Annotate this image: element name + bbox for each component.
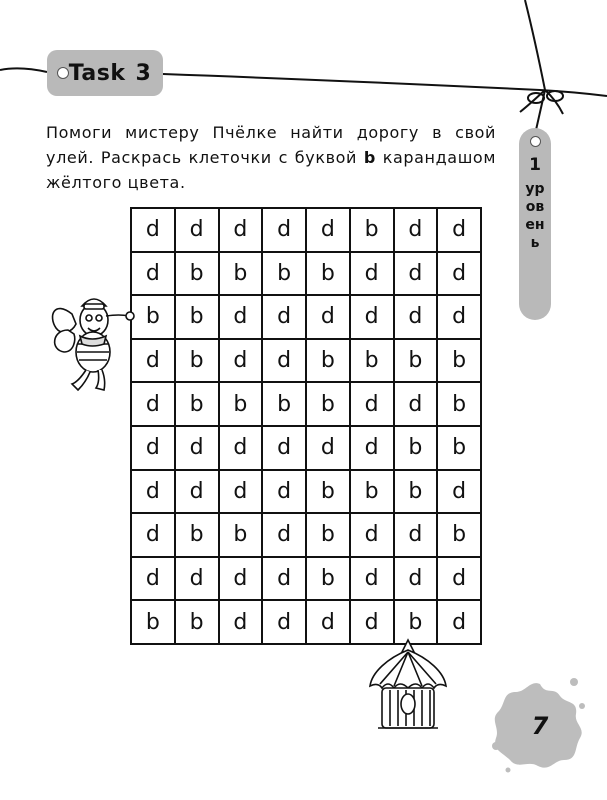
maze-cell[interactable]: d — [351, 558, 395, 602]
maze-cell[interactable]: b — [395, 601, 439, 645]
maze-cell[interactable]: d — [263, 601, 307, 645]
maze-cell[interactable]: b — [176, 514, 220, 558]
maze-cell[interactable]: d — [176, 209, 220, 253]
tag-hole — [57, 67, 69, 79]
maze-cell[interactable]: b — [132, 601, 176, 645]
maze-cell[interactable]: d — [307, 427, 351, 471]
maze-cell[interactable]: d — [395, 253, 439, 297]
maze-cell[interactable]: d — [263, 514, 307, 558]
letter-maze-grid — [130, 207, 482, 645]
task-word: Task — [68, 60, 126, 86]
maze-cell[interactable]: d — [132, 514, 176, 558]
maze-cell[interactable]: b — [176, 601, 220, 645]
maze-cell[interactable]: b — [307, 253, 351, 297]
maze-cell[interactable]: d — [395, 296, 439, 340]
instruction-text — [46, 120, 496, 195]
maze-cell[interactable]: d — [351, 601, 395, 645]
maze-cell[interactable]: d — [176, 471, 220, 515]
maze-cell[interactable]: d — [438, 253, 482, 297]
maze-cell[interactable]: d — [176, 427, 220, 471]
maze-cell[interactable]: d — [395, 558, 439, 602]
maze-cell[interactable]: d — [307, 209, 351, 253]
maze-cell[interactable]: d — [438, 601, 482, 645]
maze-cell[interactable]: d — [395, 209, 439, 253]
maze-cell[interactable]: d — [220, 209, 264, 253]
maze-cell[interactable]: b — [263, 383, 307, 427]
maze-cell[interactable]: d — [438, 209, 482, 253]
maze-cell[interactable]: d — [263, 209, 307, 253]
maze-cell[interactable]: d — [132, 209, 176, 253]
maze-cell[interactable]: d — [263, 471, 307, 515]
page-number: 7 — [531, 712, 549, 740]
maze-cell[interactable]: b — [438, 383, 482, 427]
level-tag-hole — [530, 136, 541, 147]
maze-cell[interactable]: b — [395, 471, 439, 515]
maze-cell[interactable]: d — [263, 296, 307, 340]
maze-cell[interactable]: d — [307, 601, 351, 645]
instruction-part1: Помоги мистеру Пчёлке найти дорогу в свой улей. Раскрась клеточки с буквой — [46, 123, 496, 167]
task-number: 3 — [135, 60, 152, 86]
maze-cell[interactable]: b — [220, 383, 264, 427]
maze-cell[interactable]: b — [351, 209, 395, 253]
maze-cell[interactable]: b — [263, 253, 307, 297]
maze-cell[interactable]: b — [132, 296, 176, 340]
maze-cell[interactable]: b — [176, 383, 220, 427]
task-label — [69, 61, 152, 86]
maze-cell[interactable]: b — [307, 558, 351, 602]
maze-cell[interactable]: d — [132, 471, 176, 515]
maze-cell[interactable]: d — [438, 471, 482, 515]
maze-cell[interactable]: d — [132, 253, 176, 297]
maze-cell[interactable]: d — [176, 558, 220, 602]
maze-cell[interactable]: b — [220, 253, 264, 297]
maze-cell[interactable]: d — [438, 558, 482, 602]
beehive-icon — [368, 638, 448, 736]
maze-cell[interactable]: b — [176, 340, 220, 384]
maze-cell[interactable]: d — [132, 383, 176, 427]
maze-cell[interactable]: d — [220, 471, 264, 515]
task-tag — [47, 50, 163, 96]
level-word: уровень — [525, 181, 545, 251]
maze-cell[interactable]: d — [263, 340, 307, 384]
maze-cell[interactable]: d — [263, 558, 307, 602]
maze-cell[interactable]: b — [438, 340, 482, 384]
maze-cell[interactable]: d — [220, 296, 264, 340]
maze-cell[interactable]: d — [263, 427, 307, 471]
maze-cell[interactable]: d — [395, 383, 439, 427]
level-tag — [519, 128, 551, 320]
maze-cell[interactable]: d — [220, 601, 264, 645]
instruction-letter: b — [363, 148, 376, 167]
maze-cell[interactable]: b — [351, 471, 395, 515]
maze-cell[interactable]: d — [395, 514, 439, 558]
maze-cell[interactable]: d — [220, 558, 264, 602]
level-number: 1 — [529, 155, 541, 175]
maze-cell[interactable]: d — [351, 296, 395, 340]
bee-icon — [48, 286, 138, 398]
maze-cell[interactable]: d — [307, 296, 351, 340]
maze-cell[interactable]: d — [132, 558, 176, 602]
maze-cell[interactable]: b — [351, 340, 395, 384]
maze-cell[interactable]: b — [395, 427, 439, 471]
maze-cell[interactable]: d — [132, 427, 176, 471]
maze-cell[interactable]: b — [220, 514, 264, 558]
maze-cell[interactable]: d — [351, 427, 395, 471]
maze-cell[interactable]: b — [307, 340, 351, 384]
maze-cell[interactable]: b — [176, 296, 220, 340]
maze-cell[interactable]: b — [438, 514, 482, 558]
maze-cell[interactable]: b — [176, 253, 220, 297]
maze-cell[interactable]: d — [351, 514, 395, 558]
maze-cell[interactable]: b — [307, 383, 351, 427]
maze-cell[interactable]: b — [438, 427, 482, 471]
maze-cell[interactable]: b — [307, 471, 351, 515]
maze-cell[interactable]: b — [395, 340, 439, 384]
maze-cell[interactable]: d — [220, 340, 264, 384]
maze-cell[interactable]: d — [220, 427, 264, 471]
maze-cell[interactable]: d — [351, 383, 395, 427]
instruction-part2: карандашом жёлтого цвета. — [46, 148, 496, 192]
maze-cell[interactable]: d — [438, 296, 482, 340]
maze-cell[interactable]: b — [307, 514, 351, 558]
maze-cell[interactable]: d — [132, 340, 176, 384]
maze-cell[interactable]: d — [351, 253, 395, 297]
